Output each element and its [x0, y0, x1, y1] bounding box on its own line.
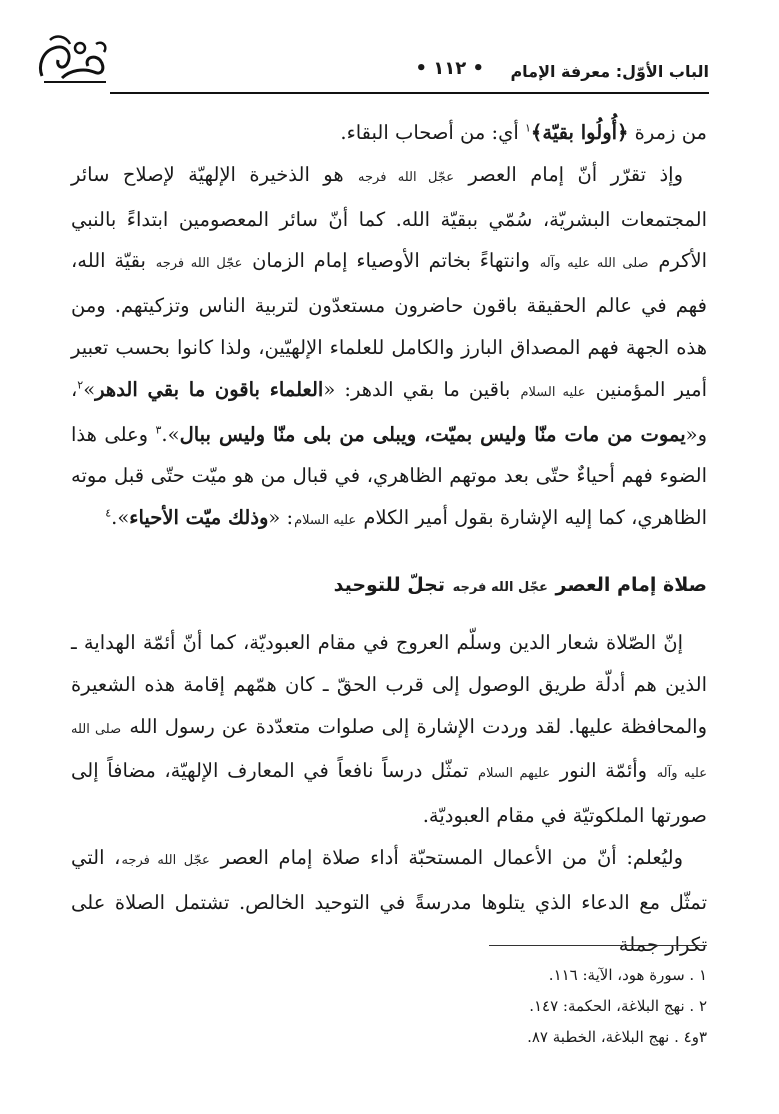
honorific-glyph: صلى الله عليه وآله — [539, 256, 649, 272]
footnote-2: ٢ . نهج البلاغة، الحكمة: ١٤٧. — [529, 997, 707, 1015]
footnote-rule — [489, 945, 707, 946]
paragraph-4: وليُعلم: أنّ من الأعمال المستحبّة أداء صلاة إمام العصر عجّل الله فرجه، التي تمثّل مع الدعاء الذي يتلوها مدرسةً في التوحيد الخالص. تشتمل الصلاة على تكرار جملة — [71, 845, 707, 956]
footnotes — [527, 960, 707, 1053]
calligraphic-ornament-icon — [36, 32, 111, 90]
honorific-glyph: عليهم السلام — [478, 766, 551, 782]
paragraph-1: من زمرة ﴿أُولُوا بقيّة﴾$^١$ أي: من أصحاب البقاء. — [340, 121, 707, 144]
page-number: • ١١٢ • — [415, 58, 484, 79]
honorific-glyph: عجّل الله فرجه — [155, 256, 243, 272]
paragraph-3: إنّ الصّلاة شعار الدين وسلّم العروج في مقام العبوديّة، كما أنّ أئمّة الهداية ـ الذين هم أدلّة طريق الوصول إلى قرب الحقّ ـ كان همّهم إقامة هذه الشعيرة والمحافظة عليها. لقد وردت الإشارة إلى صلوات متعدّدة عن رسول الله صلى الله عليه وآله وأئمّة النور عليهم السلام تمثّل درساً نافعاً في المعارف الإلهيّة، مضافاً إلى صورتها الملكوتيّة في مقام العبوديّة. — [71, 631, 707, 828]
body-text-lower — [71, 622, 707, 965]
footnote-3: ٣و٤ . نهج البلاغة، الخطبة ٨٧. — [527, 1028, 707, 1046]
honorific-glyph: صلى الله عليه وآله — [71, 721, 707, 782]
honorific-glyph: عليه السلام — [520, 384, 586, 400]
page-header — [40, 40, 709, 100]
honorific-glyph: عجّل الله فرجه — [121, 852, 210, 868]
honorific-glyph: عليه السلام — [294, 513, 357, 529]
running-title: الباب الأوّل: معرفة الإمام — [510, 62, 709, 81]
footnote-1: ١ . سورة هود، الآية: ١١٦. — [548, 966, 707, 984]
body-text-upper — [71, 112, 707, 542]
honorific-glyph: عجّل الله فرجه — [452, 580, 548, 595]
honorific-glyph: عجّل الله فرجه — [358, 169, 454, 185]
section-heading: صلاة إمام العصر عجّل الله فرجه تجلّ للتوحيد — [333, 574, 707, 596]
header-rule — [110, 92, 709, 94]
paragraph-2: وإذ تقرّر أنّ إمام العصر عجّل الله فرجه هو الذخيرة الإلهيّة لإصلاح سائر المجتمعات البشريّة، سُمّي ببقيّة الله. كما أنّ سائر المعصومين ابتداءً بالنبي الأكرم صلى الله عليه وآله وانتهاءً بخاتم الأوصياء إمام الزمان عجّل الله فرجه بقيّة الله، فهم في عالم الحقيقة باقون حاضرون مستعدّون لتربية الناس وتزكيتهم. ومن هذه الجهة فهم المصداق البارز والكامل للعلماء الإلهيّين، ولذا كانوا بحسب تعبير أمير المؤمنين عليه السلام باقين ما بقي الدهر: «العلماء باقون ما بقي الدهر»$^٢$، و«يموت من مات منّا وليس بميّت، ويبلى من بلى منّا وليس ببال».$^٣$ وعلى هذا الضوء فهم أحياءٌ حتّى بعد موتهم الظاهري، في قبال من هو ميّت حتّى قبل موته الظاهري، كما إليه الإشارة بقول أمير الكلام عليه السلام: «وذلك ميّت الأحياء».$^٤$ — [71, 162, 708, 530]
